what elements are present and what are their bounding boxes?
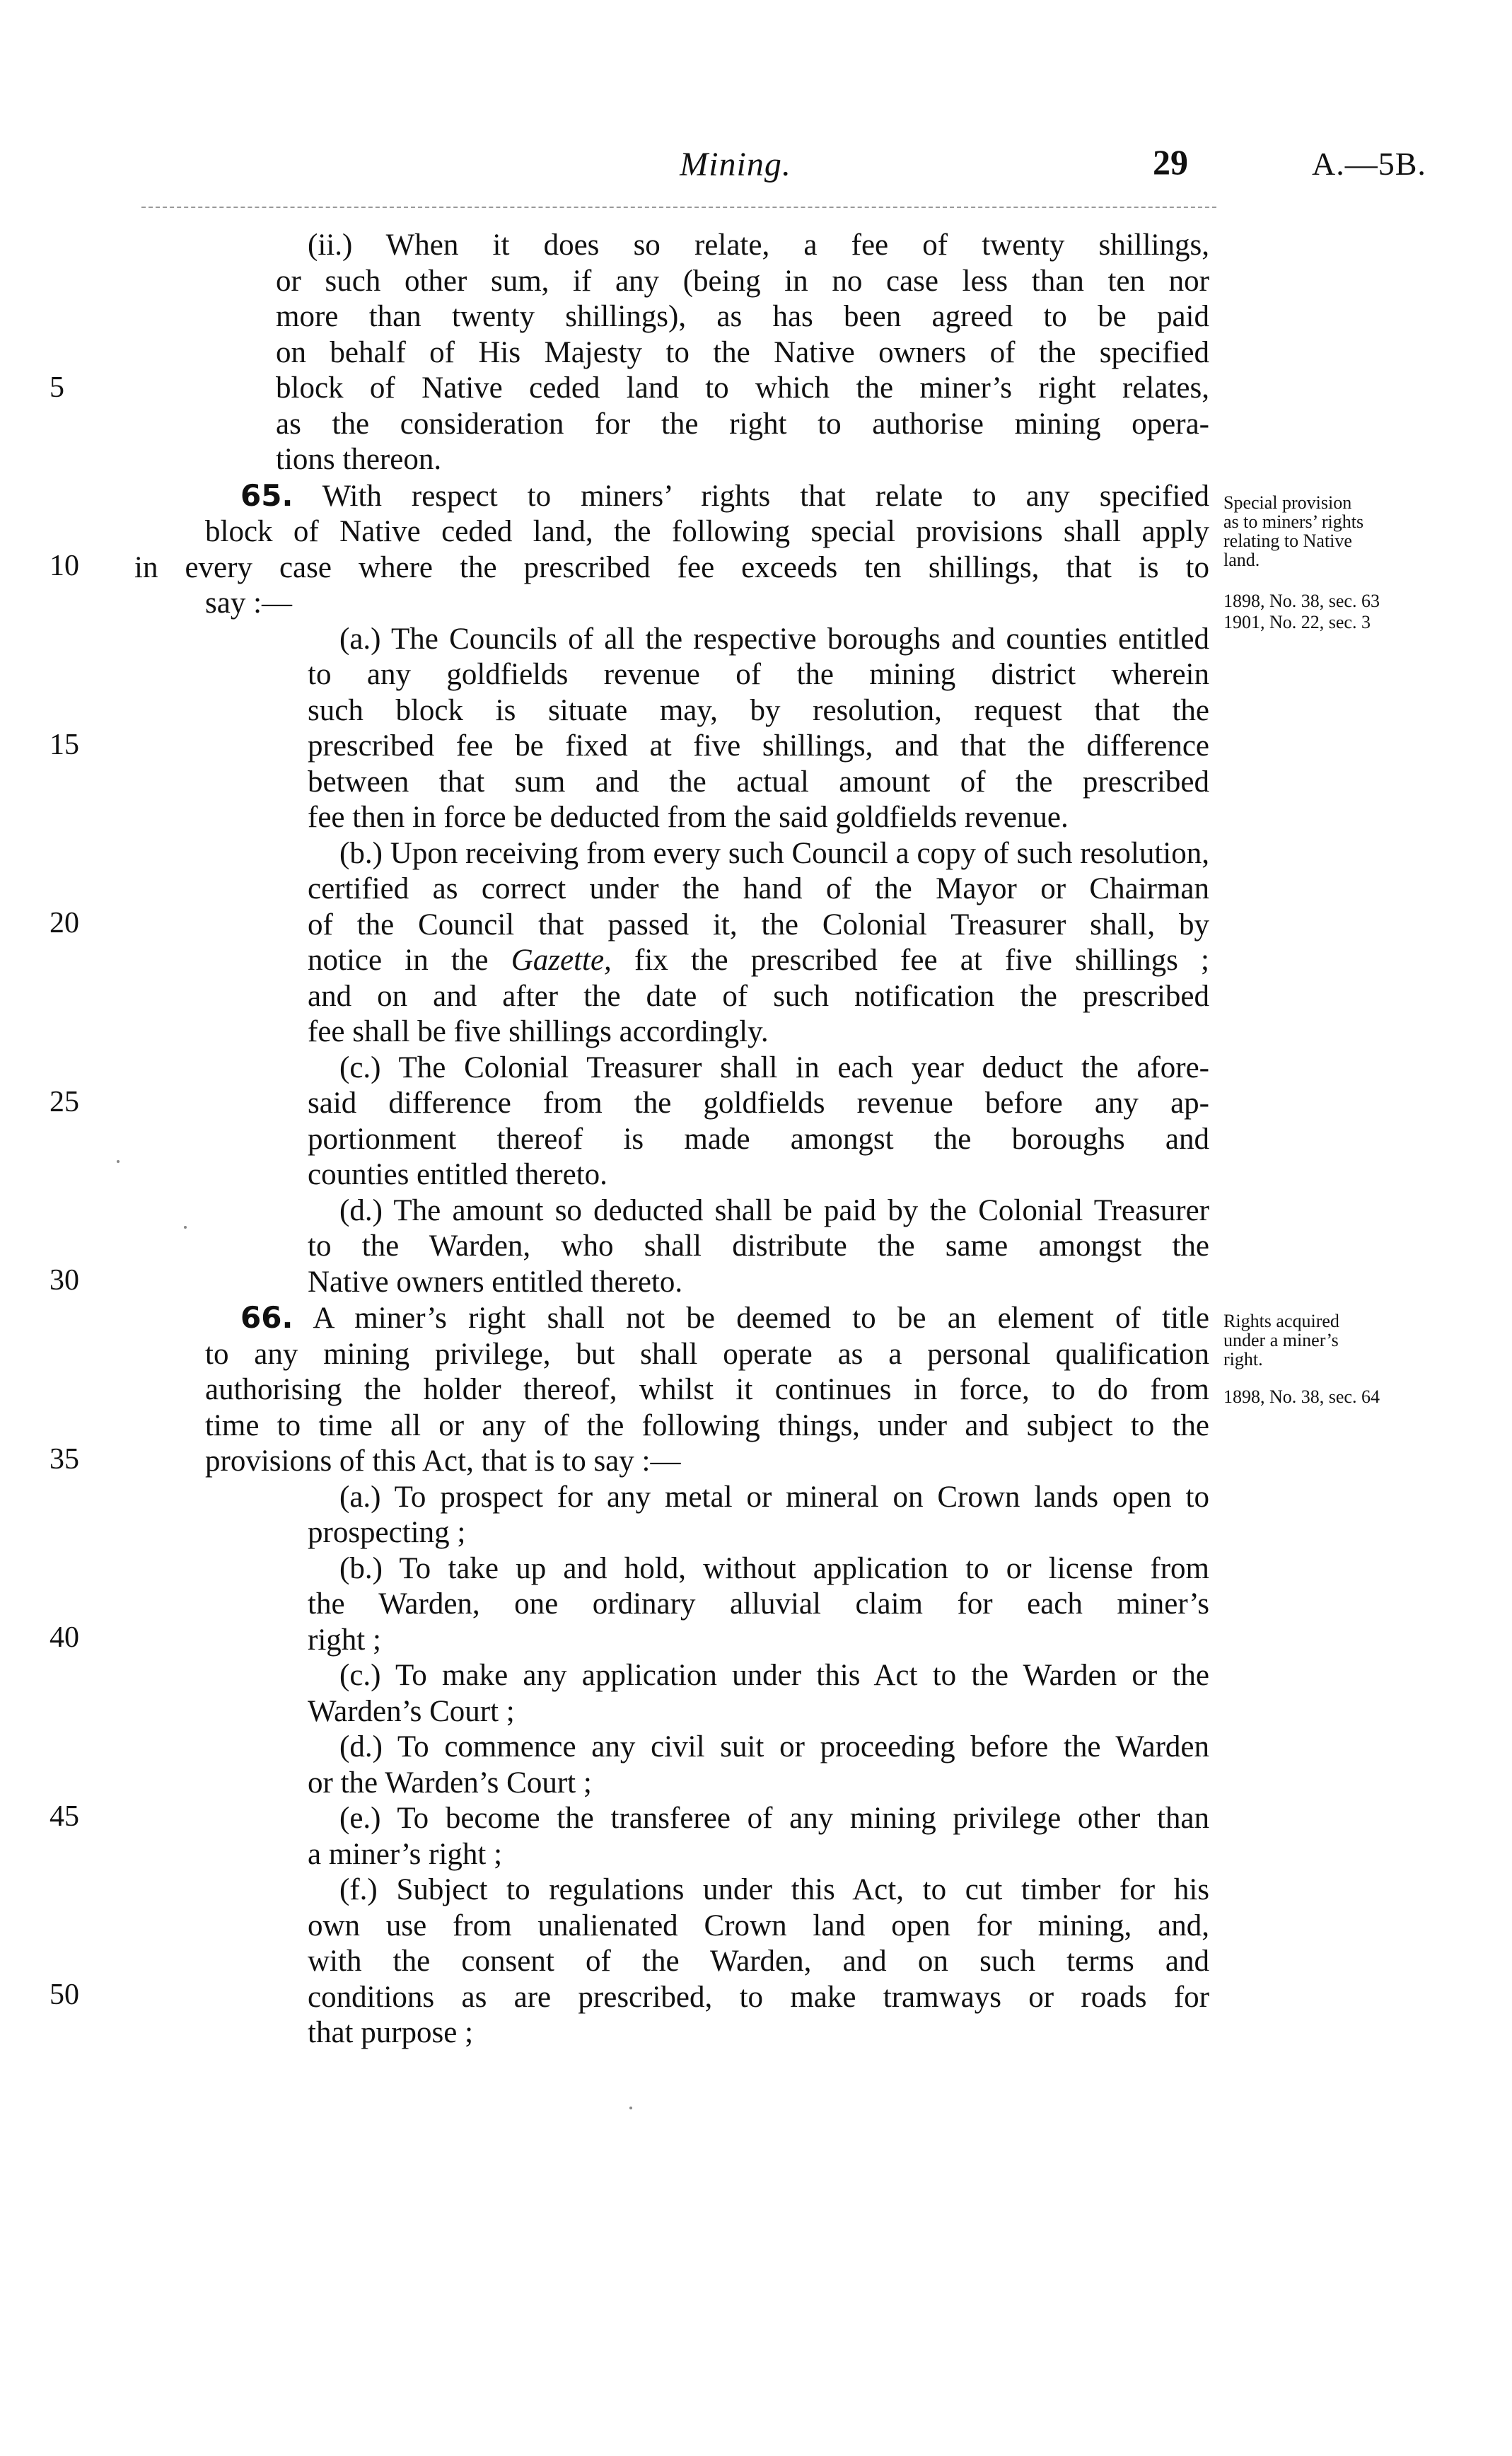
section-65-first-line: 65. With respect to miners’ rights that relate to any specified	[240, 477, 1209, 513]
line-number: 20	[50, 907, 79, 939]
text-line: fee shall be five shillings accordingly.	[308, 1015, 769, 1048]
text-line: such block is situate may, by resolution, request that the	[308, 693, 1209, 727]
paragraph-f: (f.) Subject to regulations under this Act, to cut timber for his	[339, 1873, 1210, 1906]
text-line: (ii.) When it does so relate, a fee of twenty shillings,	[308, 228, 1209, 262]
paragraph-marker: (b.)	[339, 836, 383, 870]
text-line: between that sum and the actual amount of the prescribed	[308, 765, 1209, 799]
text-line: right ;	[308, 1623, 381, 1657]
paragraph-a: (a.) The Councils of all the respective boroughs and counties entitled	[339, 622, 1209, 656]
text-line: that purpose ;	[308, 2016, 474, 2049]
paragraph-marker: (d.)	[339, 1730, 383, 1763]
text-line: Native owners entitled thereto.	[308, 1265, 683, 1299]
text-line: the Warden, one ordinary alluvial claim for each miner’s	[308, 1587, 1209, 1621]
marginal-citation-section-66: 1898, No. 38, sec. 64	[1223, 1386, 1380, 1407]
paragraph-a: (a.) To prospect for any metal or mineral on Crown lands open to	[339, 1480, 1209, 1514]
section-number: 66.	[240, 1300, 293, 1335]
text-line: block of Native ceded land, the following special provisions shall apply	[205, 515, 1209, 548]
paragraph-c: (c.) The Colonial Treasurer shall in each year deduct the afore-	[339, 1050, 1209, 1084]
line-number: 5	[50, 371, 64, 404]
section-number: 65.	[240, 477, 293, 513]
paragraph-d: (d.) The amount so deducted shall be paid by the Colonial Treasurer	[339, 1193, 1209, 1227]
text-line: of the Council that passed it, the Colonial Treasurer shall, by	[308, 908, 1209, 942]
text-line: to any mining privilege, but shall operate as a personal qualification	[205, 1337, 1209, 1371]
line-number: 45	[50, 1800, 79, 1833]
text-line: a miner’s right ;	[308, 1837, 503, 1871]
paragraph-marker: (d.)	[339, 1193, 383, 1227]
line-number: 40	[50, 1621, 79, 1654]
text-line: time to time all or any of the following things, under and subject to the	[205, 1408, 1209, 1442]
line-number: 25	[50, 1086, 79, 1118]
paragraph-e: (e.) To become the transferee of any mining privilege other than	[339, 1802, 1209, 1835]
paragraph-d: (d.) To commence any civil suit or proceeding before the Warden	[339, 1730, 1209, 1763]
text-line: conditions as are prescribed, to make tramways or roads for	[308, 1980, 1209, 2014]
text-line: certified as correct under the hand of the Mayor or Chairman	[308, 872, 1209, 905]
line-number: 30	[50, 1264, 79, 1297]
text-line: block of Native ceded land to which the miner’s right relates,	[276, 371, 1209, 405]
paragraph-marker: (f.)	[339, 1873, 378, 1906]
running-head-title: Mining.	[680, 146, 791, 183]
text-line: more than twenty shillings), as has been agreed to be paid	[276, 300, 1209, 333]
text-line: on behalf of His Majesty to the Native owners of the specified	[276, 335, 1209, 369]
document-reference: A.—5B.	[1312, 146, 1426, 182]
paragraph-marker: (c.)	[339, 1050, 381, 1084]
text-line: counties entitled thereto.	[308, 1158, 607, 1191]
statute-text	[134, 228, 1209, 2051]
text-line: in every case where the prescribed fee exceeds ten shillings, that is to	[134, 550, 1209, 584]
paragraph-marker: (e.)	[339, 1802, 381, 1835]
text-line: or such other sum, if any (being in no case less than ten nor	[276, 264, 1209, 298]
paragraph-b: (b.) To take up and hold, without application to or license from	[339, 1551, 1209, 1585]
paragraph-marker: (b.)	[339, 1551, 383, 1585]
gazette-title: Gazette,	[511, 944, 612, 977]
text-line: notice in the Gazette, fix the prescribed fee at five shillings ;	[308, 944, 1210, 977]
text-line: tions thereon.	[276, 443, 442, 476]
text-line: fee then in force be deducted from the said goldfields revenue.	[308, 801, 1069, 834]
text-line: as the consideration for the right to authorise mining opera-	[276, 407, 1209, 441]
text-line: prospecting ;	[308, 1516, 466, 1549]
text-line: authorising the holder thereof, whilst it continues in force, to do from	[205, 1373, 1209, 1406]
text-line: own use from unalienated Crown land open for mining, and,	[308, 1908, 1209, 1942]
text-line: prescribed fee be fixed at five shillings, and that the difference	[308, 729, 1209, 763]
marginal-note-section-65: Special provision as to miners’ rights relating to Native land.	[1223, 492, 1364, 570]
scan-speck	[184, 1226, 187, 1229]
text-line: with the consent of the Warden, and on such terms and	[308, 1945, 1209, 1978]
text-line: Warden’s Court ;	[308, 1694, 515, 1728]
marginal-note-section-66: Rights acquired under a miner’s right.	[1223, 1311, 1339, 1369]
line-number: 15	[50, 729, 79, 761]
text-line: provisions of this Act, that is to say :—	[205, 1444, 681, 1478]
scan-speck	[117, 1160, 120, 1163]
scan-speck	[629, 2107, 632, 2109]
line-number: 10	[50, 550, 79, 582]
page-number: 29	[1153, 142, 1188, 182]
paragraph-marker: (a.)	[339, 1480, 381, 1514]
paragraph-c: (c.) To make any application under this Act to the Warden or the	[339, 1659, 1209, 1692]
text-line: or the Warden’s Court ;	[308, 1766, 592, 1800]
header-rule	[141, 207, 1216, 208]
text-line: and on and after the date of such notification the prescribed	[308, 979, 1209, 1013]
line-number: 35	[50, 1443, 79, 1476]
text-line: to any goldfields revenue of the mining district wherein	[308, 658, 1209, 691]
text-line: say :—	[205, 586, 293, 620]
marginal-citation-section-65: 1898, No. 38, sec. 63 1901, No. 22, sec. 3	[1223, 591, 1380, 632]
line-number: 50	[50, 1979, 79, 2011]
section-66-first-line: 66. A miner’s right shall not be deemed to be an element of title	[240, 1300, 1209, 1335]
paragraph-b: (b.) Upon receiving from every such Council a copy of such resolution,	[339, 836, 1210, 870]
text-line: portionment thereof is made amongst the boroughs and	[308, 1122, 1209, 1156]
text-line: to the Warden, who shall distribute the same amongst the	[308, 1229, 1209, 1263]
paragraph-marker: (c.)	[339, 1659, 381, 1692]
text-line: said difference from the goldfields revenue before any ap-	[308, 1087, 1209, 1120]
paragraph-marker: (a.)	[339, 622, 381, 656]
